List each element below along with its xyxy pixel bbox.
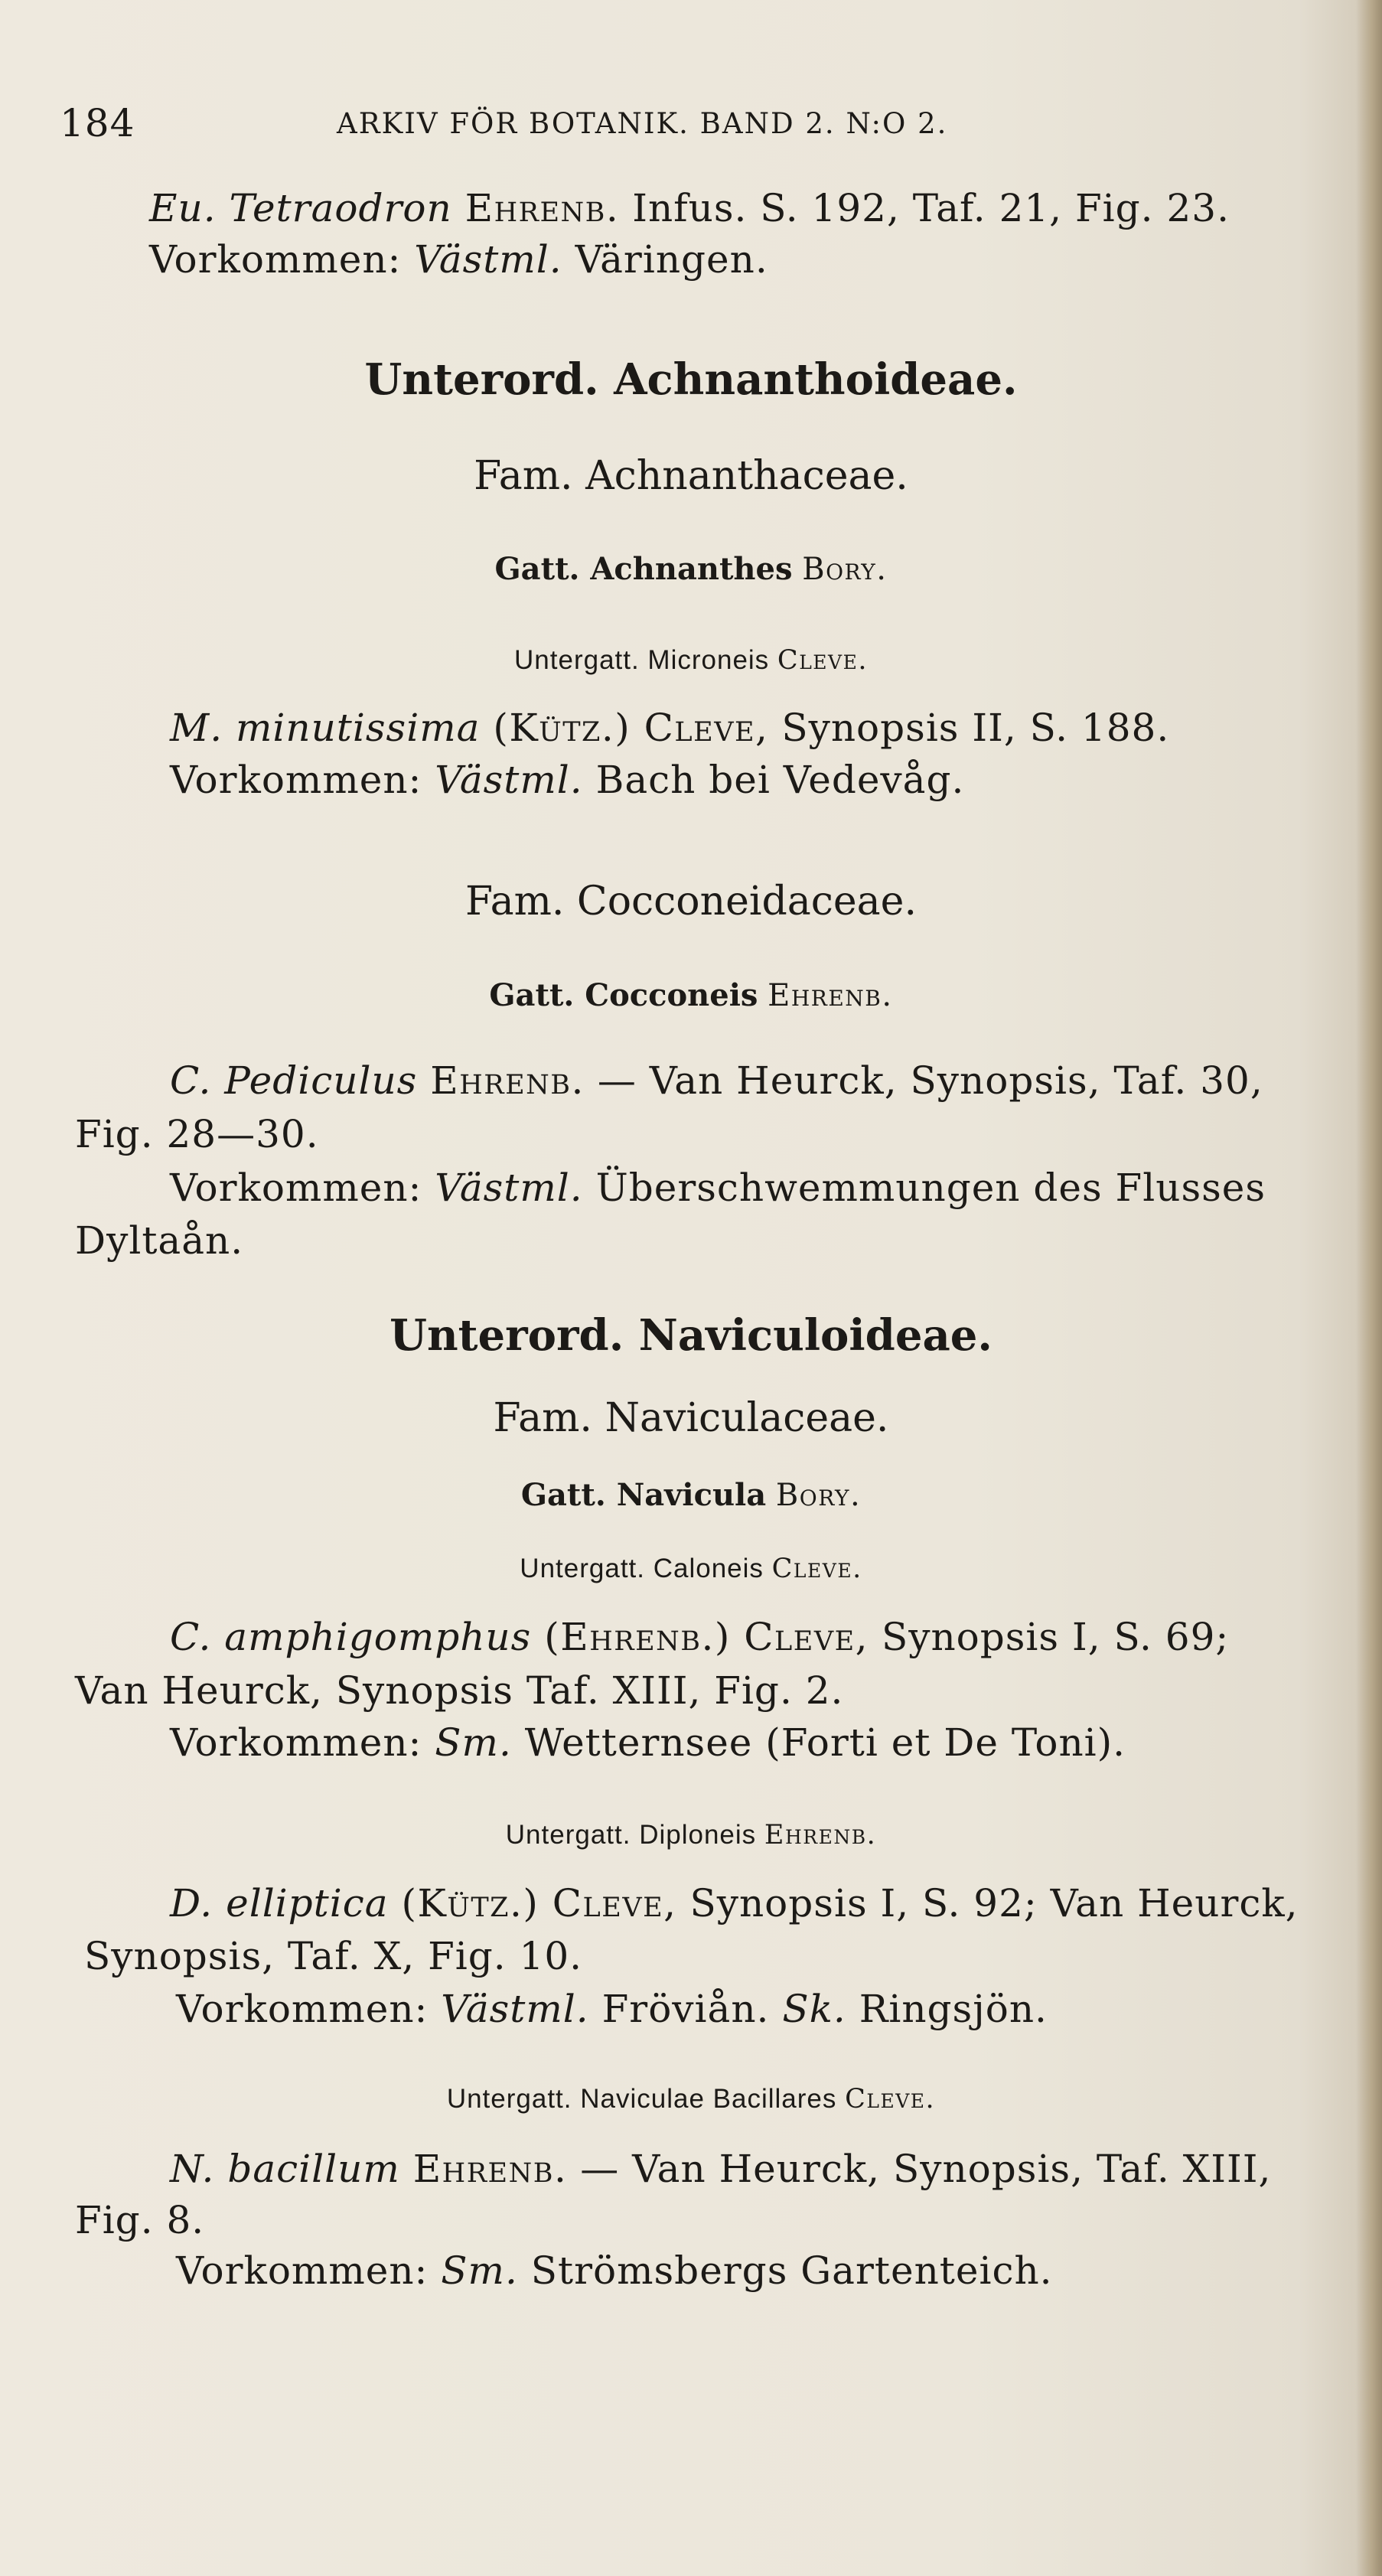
occurrence-label: Vorkommen: bbox=[170, 1166, 422, 1210]
species-name: Tetraodron bbox=[229, 186, 452, 230]
genus-heading-name: Gatt. Cocconeis bbox=[489, 977, 758, 1013]
region: Sm. bbox=[435, 1720, 512, 1765]
occurrence-line bbox=[176, 1987, 1048, 2031]
species-name: bacillum bbox=[227, 2147, 400, 2191]
occurrence-label: Vorkommen: bbox=[176, 2248, 429, 2293]
entry-line bbox=[170, 1058, 1263, 1103]
continuation-line: Dyltaån. bbox=[75, 1218, 244, 1263]
region: Sk. bbox=[782, 1987, 846, 2031]
genus-heading bbox=[0, 977, 1382, 1013]
subgenus-heading-name: Untergatt. Caloneis bbox=[520, 1554, 764, 1583]
subgenus-heading bbox=[0, 1554, 1382, 1584]
genus-abbrev: C. bbox=[170, 1058, 212, 1103]
species-name: Pediculus bbox=[224, 1058, 418, 1103]
author: (Ehrenb.) Cleve, bbox=[544, 1615, 869, 1659]
subgenus-heading-author: Cleve. bbox=[777, 645, 868, 676]
genus-heading-author: Bory. bbox=[802, 552, 888, 587]
species-name: minutissima bbox=[236, 706, 481, 750]
subgenus-heading-name: Untergatt. Naviculae Bacillares bbox=[446, 2084, 837, 2114]
reference: — Van Heurck, Synopsis, Taf. XIII, bbox=[580, 2147, 1272, 2191]
subgenus-heading bbox=[0, 2084, 1382, 2115]
continuation-line: Fig. 8. bbox=[75, 2198, 205, 2242]
family-heading: Fam. Naviculaceae. bbox=[493, 1395, 889, 1441]
entry-line bbox=[170, 1881, 1299, 1925]
suborder-heading: Unterord. Achnanthoideae. bbox=[364, 354, 1018, 405]
genus-abbrev: N. bbox=[170, 2147, 215, 2191]
author: (Kütz.) Cleve, bbox=[401, 1881, 677, 1925]
locality: Ringsjön. bbox=[859, 1987, 1048, 2031]
page-number: 184 bbox=[60, 101, 135, 145]
region: Västml. bbox=[435, 1166, 583, 1210]
suborder-heading: Unterord. Naviculoideae. bbox=[390, 1310, 992, 1361]
region: Västml. bbox=[414, 237, 562, 282]
occurrence-label: Vorkommen: bbox=[176, 1987, 429, 2031]
family-heading: Fam. Cocconeidaceae. bbox=[465, 879, 917, 924]
species-name: amphigomphus bbox=[224, 1615, 532, 1659]
locality: Bach bei Vedevåg. bbox=[595, 758, 965, 802]
reference: Infus. S. 192, Taf. 21, Fig. 23. bbox=[632, 186, 1230, 230]
locality: Strömsbergs Gartenteich. bbox=[530, 2248, 1053, 2293]
genus-abbrev: D. bbox=[170, 1881, 213, 1925]
locality: Väringen. bbox=[575, 237, 768, 282]
species-name: elliptica bbox=[226, 1881, 389, 1925]
occurrence-line bbox=[149, 237, 768, 282]
entry-line bbox=[170, 706, 1169, 750]
subgenus-heading bbox=[0, 645, 1382, 676]
entry-line bbox=[170, 2147, 1271, 2191]
author: (Kütz.) Cleve, bbox=[493, 706, 769, 750]
continuation-line: Fig. 28—30. bbox=[75, 1112, 319, 1156]
genus-heading-author: Ehrenb. bbox=[768, 978, 893, 1013]
locality: Überschwemmungen des Flusses bbox=[595, 1166, 1266, 1210]
genus-heading-author: Bory. bbox=[775, 1478, 862, 1513]
entry-line bbox=[170, 1615, 1229, 1659]
occurrence-line bbox=[170, 1166, 1266, 1210]
locality: Fröviån. bbox=[601, 1987, 770, 2031]
occurrence-label: Vorkommen: bbox=[170, 1720, 422, 1765]
region: Västml. bbox=[435, 758, 583, 802]
continuation-line: Synopsis, Taf. X, Fig. 10. bbox=[84, 1934, 583, 1978]
occurrence-line bbox=[176, 2248, 1053, 2293]
region: Sm. bbox=[441, 2248, 518, 2293]
genus-heading-name: Gatt. Achnanthes bbox=[494, 551, 793, 587]
locality: Wetternsee (Forti et De Toni). bbox=[524, 1720, 1126, 1765]
subgenus-heading-author: Ehrenb. bbox=[764, 1820, 877, 1850]
occurrence-label: Vorkommen: bbox=[170, 758, 422, 802]
reference: — Van Heurck, Synopsis, Taf. 30, bbox=[597, 1058, 1263, 1103]
occurrence-line bbox=[170, 758, 964, 802]
author: Ehrenb. bbox=[430, 1058, 585, 1103]
subgenus-heading-author: Cleve. bbox=[845, 2084, 936, 2115]
author: Ehrenb. bbox=[412, 2147, 568, 2191]
genus-heading-name: Gatt. Navicula bbox=[520, 1477, 767, 1513]
occurrence-line bbox=[170, 1720, 1126, 1765]
reference: Synopsis II, S. 188. bbox=[781, 706, 1170, 750]
subgenus-heading-author: Cleve. bbox=[771, 1554, 862, 1584]
continuation-line: Van Heurck, Synopsis Taf. XIII, Fig. 2. bbox=[75, 1668, 844, 1713]
family-heading: Fam. Achnanthaceae. bbox=[474, 453, 908, 499]
genus-heading bbox=[0, 551, 1382, 587]
occurrence-label: Vorkommen: bbox=[149, 237, 402, 282]
genus-abbrev: Eu. bbox=[149, 186, 217, 230]
subgenus-heading-name: Untergatt. Microneis bbox=[514, 645, 770, 675]
genus-heading bbox=[0, 1477, 1382, 1513]
entry-line bbox=[149, 186, 1230, 230]
genus-abbrev: M. bbox=[170, 706, 223, 750]
region: Västml. bbox=[441, 1987, 589, 2031]
author: Ehrenb. bbox=[464, 186, 620, 230]
subgenus-heading bbox=[0, 1820, 1382, 1850]
genus-abbrev: C. bbox=[170, 1615, 212, 1659]
running-title: ARKIV FÖR BOTANIK. BAND 2. N:O 2. bbox=[337, 107, 948, 140]
reference: Synopsis I, S. 69; bbox=[881, 1615, 1230, 1659]
reference: Synopsis I, S. 92; Van Heurck, bbox=[689, 1881, 1299, 1925]
subgenus-heading-name: Untergatt. Diploneis bbox=[505, 1820, 757, 1850]
